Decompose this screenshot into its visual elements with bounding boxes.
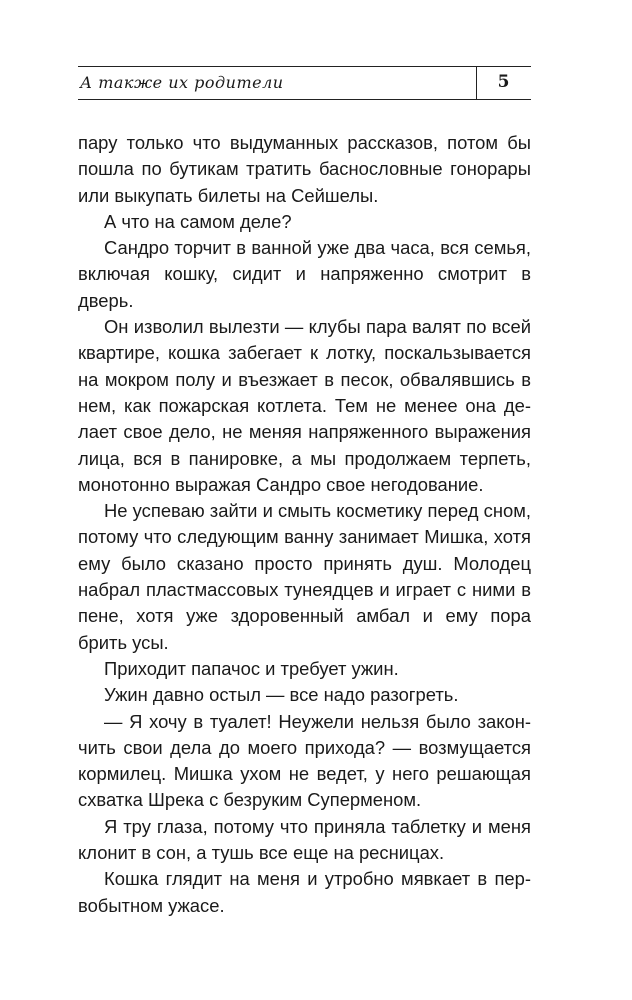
body-text [78, 130, 531, 919]
paragraph: пару только что выдуманных рассказов, потом бы пошла по бутикам тратить баснословные гонорары или выкупать билеты на Сейшелы. [78, 132, 531, 206]
paragraph: Кошка глядит на меня и утробно мявкает в первобытном ужасе. [78, 868, 531, 916]
paragraph: Он изволил вылезти — клубы пара валят по всей квартире, кошка забегает к лотку, поскальзывается на мокром полу и въезжает в песок, обвалявшись в нем, как пожарская котлета. Тем не менее она делает свое дело, не меняя напряженного выражения лица, вся в панировке, а мы продолжаем терпеть, монотонно выражая Сандро свое негодование. [78, 316, 531, 495]
paragraph: Я тру глаза, потому что приняла таблетку и меня клонит в сон, а тушь все еще на ресницах. [78, 815, 531, 864]
paragraph: Не успеваю зайти и смыть косметику перед сном, потому что следующим ванну занимает Мишка, хотя ему было сказано просто принять душ. Молодец набрал пластмассовых тунеядцев и играет с ними в пене, хотя уже здоровенный амбал и ему пора брить усы. [78, 500, 531, 653]
paragraph: Ужин давно остыл — все надо разогреть. [104, 684, 459, 706]
paragraph: Сандро торчит в ванной уже два часа, вся семья, включая кошку, сидит и напряженно смотрит в дверь. [78, 237, 531, 311]
running-title: А также их родители [80, 73, 284, 92]
paragraph: — Я хочу в туалет! Неужели нельзя было закончить свои дела до моего прихода? — возмущается кормилец. Мишка ухом не ведет, у него решающая схватка Шрека с безруким Суперменом. [78, 710, 531, 811]
paragraph: Приходит папачос и требует ужин. [104, 657, 399, 679]
page-number: 5 [497, 72, 510, 92]
paragraph: А что на самом деле? [104, 210, 292, 232]
running-header [78, 66, 531, 100]
